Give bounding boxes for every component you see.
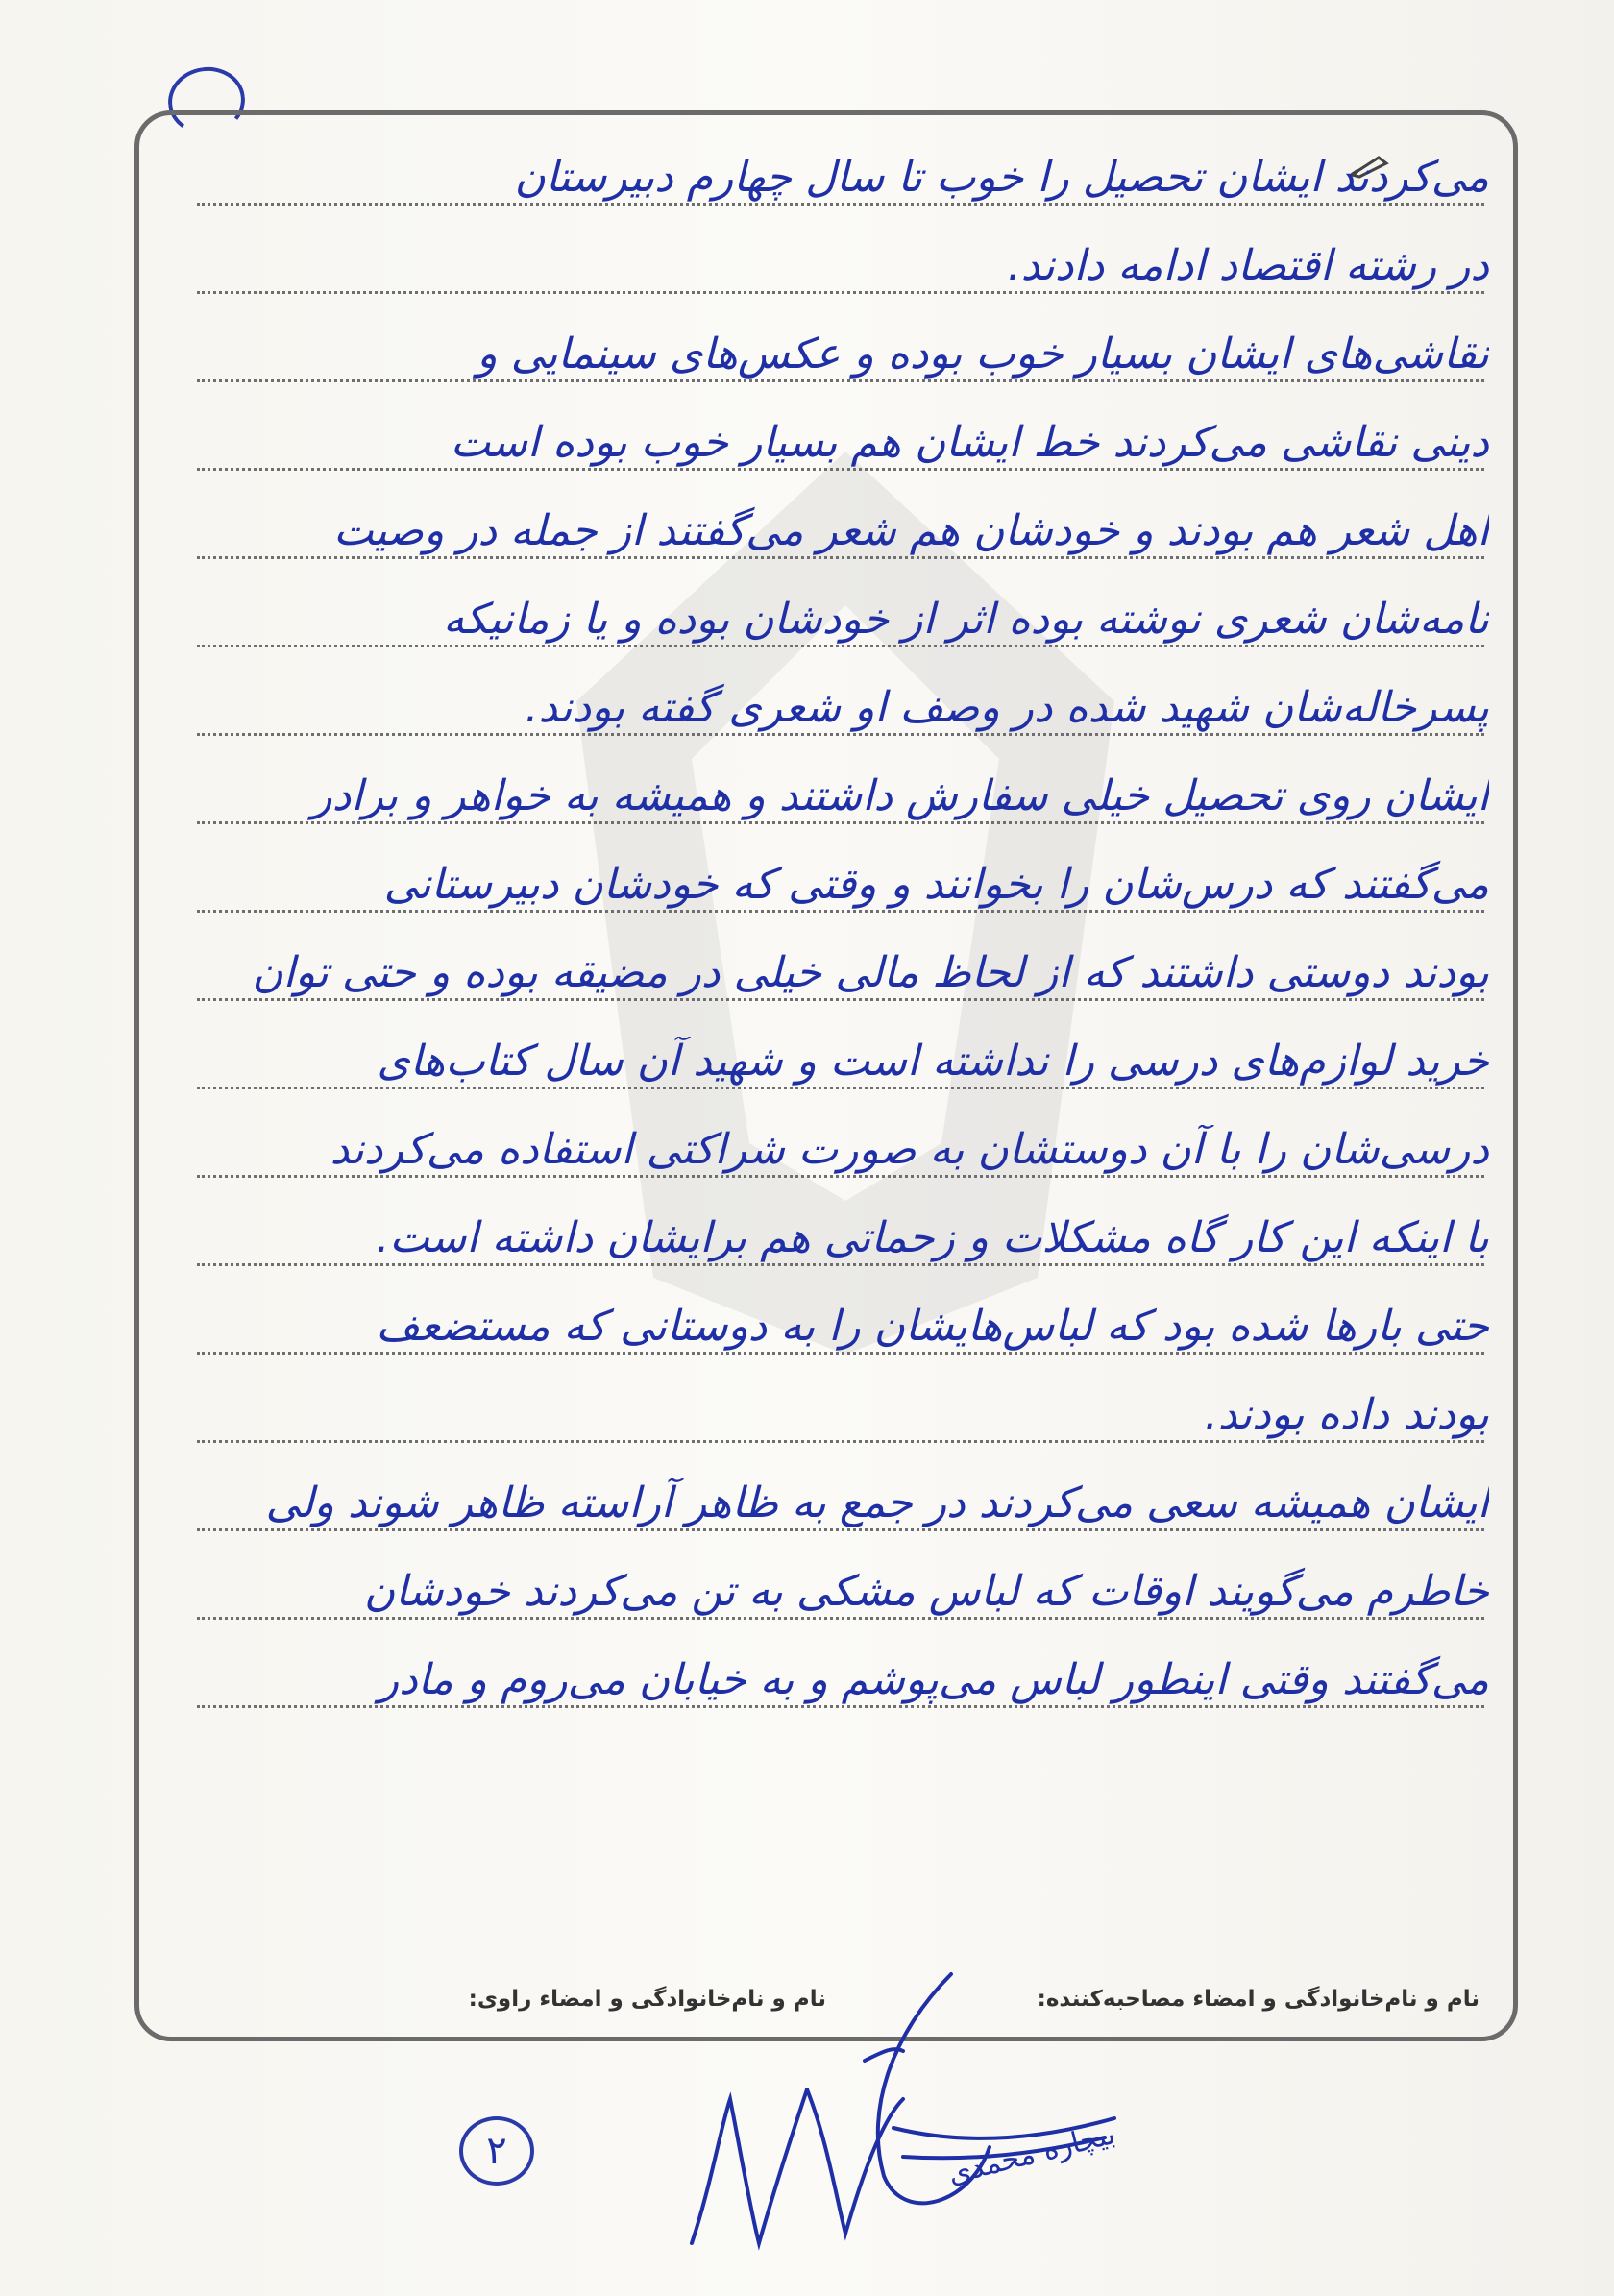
handwritten-signature xyxy=(663,1955,1124,2272)
text-line: بودند دوستی داشتند که از لحاظ مالی خیلی در مضیقه بوده و حتی توان xyxy=(144,940,1508,1009)
text-line: درسی‌شان را با آن دوستشان به صورت شراکتی استفاده می‌کردند xyxy=(144,1116,1508,1185)
text-line: خرید لوازم‌های درسی را نداشته است و شهید آن سال کتاب‌های xyxy=(144,1028,1508,1097)
interviewer-signature-label: نام و نام‌خانوادگی و امضاء مصاحبه‌کننده: xyxy=(1037,1987,1480,2012)
text-line: با اینکه این کار گاه مشکلات و زحماتی هم برایشان داشته است. xyxy=(144,1205,1508,1274)
text-line: ایشان همیشه سعی می‌کردند در جمع به ظاهر آراسته ظاهر شوند ولی xyxy=(144,1470,1508,1539)
text-line: نامه‌شان شعری نوشته بوده اثر از خودشان بوده و یا زمانیکه xyxy=(144,586,1508,655)
text-line: بودند داده بودند. xyxy=(144,1381,1508,1451)
text-line: دینی نقاشی می‌کردند خط ایشان هم بسیار خوب بوده است xyxy=(144,409,1508,478)
narrator-signature-label: نام و نام‌خانوادگی و امضاء راوی: xyxy=(468,1987,826,2012)
text-line: در رشته اقتصاد ادامه دادند. xyxy=(144,232,1508,302)
text-line: می‌گفتند که درس‌شان را بخوانند و وقتی که خودشان دبیرستانی xyxy=(144,851,1508,920)
text-line: می‌کردند ایشان تحصیل را خوب تا سال چهارم دبیرستان xyxy=(144,144,1508,213)
page-number: ۲ xyxy=(459,2116,534,2186)
handwritten-body xyxy=(144,125,1508,1969)
text-line: خاطرم می‌گویند اوقات که لباس مشکی به تن می‌کردند خودشان xyxy=(144,1558,1508,1627)
signature-name: بیچاره محمدی xyxy=(944,2117,1119,2191)
text-line: حتی بارها شده بود که لباس‌هایشان را به دوستانی که مستضعف xyxy=(144,1293,1508,1362)
text-line: اهل شعر هم بودند و خودشان هم شعر می‌گفتند از جمله در وصیت xyxy=(144,498,1508,567)
text-line: ایشان روی تحصیل خیلی سفارش داشتند و همیشه به خواهر و برادر xyxy=(144,763,1508,832)
text-line: نقاشی‌های ایشان بسیار خوب بوده و عکس‌های سینمایی و xyxy=(144,321,1508,390)
text-line: پسرخاله‌شان شهید شده در وصف او شعری گفته بودند. xyxy=(144,674,1508,744)
text-line: می‌گفتند وقتی اینطور لباس می‌پوشم و به خیابان می‌روم و مادر xyxy=(144,1647,1508,1716)
